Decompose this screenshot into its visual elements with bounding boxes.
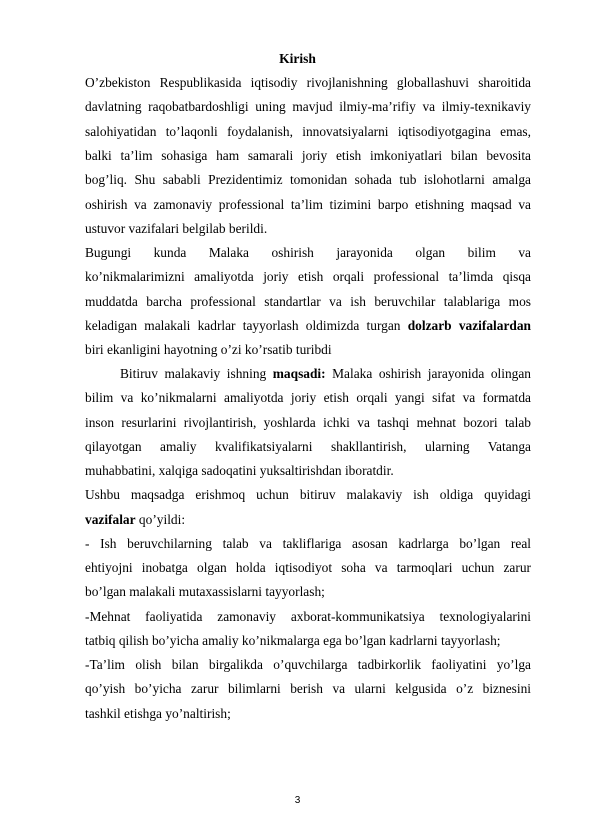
paragraph-line: ko’nikmalarimizni amaliyotda joriy etish orqali professional ta’limda qisqa — [85, 269, 531, 284]
task-line: ehtiyojni inobatga olgan holda iqtisodiyot soha va tarmoqlari uchun zarur — [85, 560, 531, 575]
paragraph-line — [85, 318, 531, 334]
paragraph-line: muddatda barcha professional standartlar va ish beruvchilar talablariga mos — [85, 294, 531, 309]
paragraph-line — [120, 366, 531, 382]
emphasis-text: dolzarb vazifalardan — [407, 318, 531, 333]
task-line: qo’yish bo’yicha zarur bilimlarni berish va ularni kelgusida o’z biznesini — [85, 681, 531, 696]
paragraph-line: Bugungi kunda Malaka oshirish jarayonida olgan bilim va — [85, 245, 531, 260]
paragraph-line: salohiyatidan to’laqonli foydalanish, innovatsiyalarni iqtisodiyotgagina emas, — [85, 124, 531, 139]
line-text: qo’yildi: — [135, 512, 186, 527]
page-number: 3 — [294, 795, 301, 806]
task-line: tatbiq qilish bo’yicha amaliy ko’nikmalarga ega bo’lgan kadrlarni tayyorlash; — [85, 633, 501, 648]
paragraph-line: biri ekanligini hayotning o’zi ko’rsatib turibdi — [85, 342, 332, 357]
task-line: -Mehnat faoliyatida zamonaviy axborat-kommunikatsiya texnologiyalarini — [85, 609, 531, 624]
paragraph-line — [85, 512, 531, 528]
emphasis-text: maqsadi: — [272, 366, 326, 381]
line-text: keladigan malakali kadrlar tayyorlash oldimizda turgan — [85, 318, 408, 333]
line-text: Malaka oshirish jarayonida olingan — [325, 366, 531, 381]
line-text: Bitiruv malakaviy ishning — [120, 366, 273, 381]
paragraph-line: bog’liq. Shu sababli Prezidentimiz tomonidan sohada tub islohotlarni amalga — [85, 172, 531, 187]
paragraph-line: ustuvor vazifalari belgilab berildi. — [85, 221, 268, 236]
page-title: Kirish — [279, 51, 316, 66]
paragraph-line: O’zbekiston Respublikasida iqtisodiy rivojlanishning globallashuvi sharoitida — [85, 75, 531, 90]
task-line: bo’lgan malakali mutaxassislarni tayyorlash; — [85, 584, 325, 599]
paragraph-line: davlatning raqobatbardoshligi uning mavjud ilmiy-ma’rifiy va ilmiy-texnikaviy — [85, 99, 531, 114]
paragraph-line: bilim va ko’nikmalarni amaliyotda joriy etish orqali yangi sifat va formatda — [85, 390, 531, 405]
emphasis-text: vazifalar — [85, 512, 136, 527]
task-line: -Ta’lim olish bilan birgalikda o’quvchilarga tadbirkorlik faoliyatini yo’lga — [85, 657, 531, 672]
paragraph-line: qilayotgan amaliy kvalifikatsiyalarni shakllantirish, ularning Vatanga — [85, 439, 531, 454]
paragraph-line: inson resurlarini rivojlantirish, yoshlarda ichki va tashqi mehnat bozori talab — [85, 415, 531, 430]
paragraph-line: muhabbatini, xalqiga sadoqatini yuksaltirishdan iboratdir. — [85, 463, 394, 478]
task-line: - Ish beruvchilarning talab va takliflariga asosan kadrlarga bo’lgan real — [85, 536, 531, 551]
paragraph-line: Ushbu maqsadga erishmoq uchun bitiruv malakaviy ish oldiga quyidagi — [85, 487, 531, 502]
paragraph-line: oshirish va zamonaviy professional ta’lim tizimini barpo etishning maqsad va — [85, 197, 531, 212]
task-line: tashkil etishga yo’naltirish; — [85, 706, 231, 721]
paragraph-line: balki ta’lim sohasiga ham samarali joriy etish imkoniyatlari bilan bevosita — [85, 148, 531, 163]
